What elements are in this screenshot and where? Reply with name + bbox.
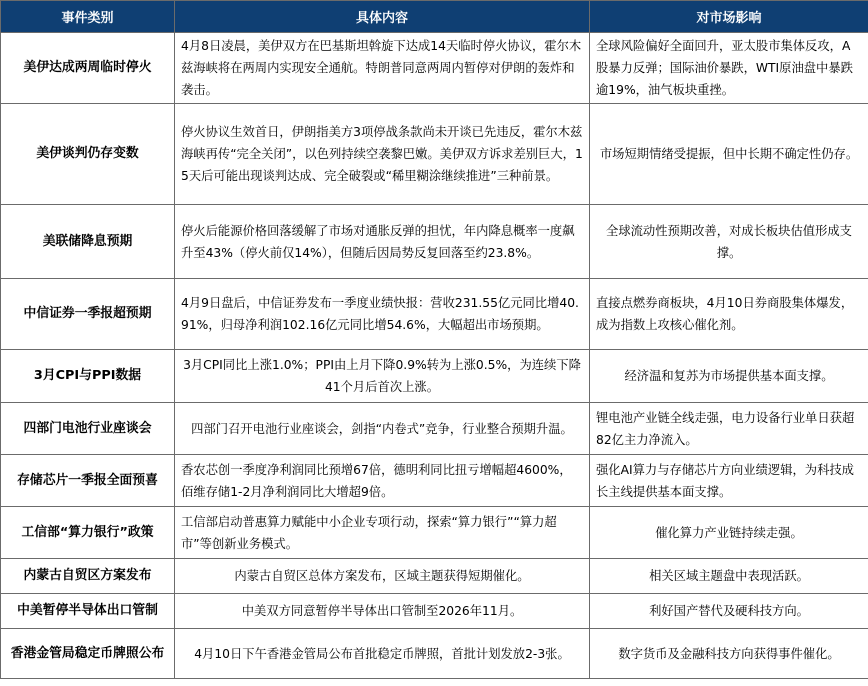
row-impact: 全球流动性预期改善，对成长板块估值形成支撑。 xyxy=(590,205,868,279)
row-impact: 全球风险偏好全面回升，亚太股市集体反攻，A股暴力反弹；国际油价暴跌，WTI原油盘中暴跌逾19%，油气板块重挫。 xyxy=(590,33,868,104)
table-row xyxy=(1,455,868,507)
row-content: 工信部启动普惠算力赋能中小企业专项行动，探索“算力银行”“算力超市”等创新业务模式。 xyxy=(175,507,590,559)
header-impact: 对市场影响 xyxy=(590,1,868,33)
row-impact: 催化算力产业链持续走强。 xyxy=(590,507,868,559)
row-impact: 经济温和复苏为市场提供基本面支撑。 xyxy=(590,350,868,403)
row-category: 存储芯片一季报全面预喜 xyxy=(1,455,175,507)
row-content: 停火协议生效首日，伊朗指美方3项停战条款尚未开谈已先违反，霍尔木兹海峡再传“完全关闭”，以色列持续空袭黎巴嫩。美伊双方诉求差别巨大，15天后可能出现谈判达成、完全破裂或“稀里糊涂继续推进”三种前景。 xyxy=(175,104,590,205)
header-content: 具体内容 xyxy=(175,1,590,33)
row-impact: 锂电池产业链全线走强，电力设备行业单日获超82亿主力净流入。 xyxy=(590,403,868,455)
row-category: 3月CPI与PPI数据 xyxy=(1,350,175,403)
row-category: 美伊达成两周临时停火 xyxy=(1,33,175,104)
row-content: 停火后能源价格回落缓解了市场对通胀反弹的担忧，年内降息概率一度飙升至43%（停火前仅14%），但随后因局势反复回落至约23.8%。 xyxy=(175,205,590,279)
row-impact: 数字货币及金融科技方向获得事件催化。 xyxy=(590,629,868,679)
row-impact: 强化AI算力与存储芯片方向业绩逻辑，为科技成长主线提供基本面支撑。 xyxy=(590,455,868,507)
row-category: 中信证券一季报超预期 xyxy=(1,279,175,350)
table-row xyxy=(1,629,868,679)
table-row xyxy=(1,350,868,403)
row-category: 美联储降息预期 xyxy=(1,205,175,279)
table-row xyxy=(1,33,868,104)
row-impact: 市场短期情绪受提振，但中长期不确定性仍存。 xyxy=(590,104,868,205)
row-impact: 利好国产替代及硬科技方向。 xyxy=(590,594,868,629)
table-row xyxy=(1,559,868,594)
table-row xyxy=(1,403,868,455)
row-content: 四部门召开电池行业座谈会，剑指“内卷式”竞争，行业整合预期升温。 xyxy=(175,403,590,455)
row-category: 工信部“算力银行”政策 xyxy=(1,507,175,559)
row-category: 中美暂停半导体出口管制 xyxy=(1,594,175,629)
header-category: 事件类别 xyxy=(1,1,175,33)
row-impact: 直接点燃券商板块，4月10日券商股集体爆发，成为指数上攻核心催化剂。 xyxy=(590,279,868,350)
row-content: 4月9日盘后，中信证券发布一季度业绩快报：营收231.55亿元同比增40.91%，归母净利润102.16亿元同比增54.6%，大幅超出市场预期。 xyxy=(175,279,590,350)
row-content: 中美双方同意暂停半导体出口管制至2026年11月。 xyxy=(175,594,590,629)
row-impact: 相关区域主题盘中表现活跃。 xyxy=(590,559,868,594)
row-content: 内蒙古自贸区总体方案发布，区域主题获得短期催化。 xyxy=(175,559,590,594)
header-row xyxy=(1,1,868,33)
table-row xyxy=(1,594,868,629)
row-category: 四部门电池行业座谈会 xyxy=(1,403,175,455)
row-category: 美伊谈判仍存变数 xyxy=(1,104,175,205)
table-row xyxy=(1,279,868,350)
row-content: 4月10日下午香港金管局公布首批稳定币牌照，首批计划发放2-3张。 xyxy=(175,629,590,679)
table-row xyxy=(1,205,868,279)
row-content: 香农芯创一季度净利润同比预增67倍，德明利同比扭亏增幅超4600%，佰维存储1-2月净利润同比大增超9倍。 xyxy=(175,455,590,507)
row-content: 3月CPI同比上涨1.0%；PPI由上月下降0.9%转为上涨0.5%，为连续下降41个月后首次上涨。 xyxy=(175,350,590,403)
table-row xyxy=(1,104,868,205)
row-category: 香港金管局稳定币牌照公布 xyxy=(1,629,175,679)
row-category: 内蒙古自贸区方案发布 xyxy=(1,559,175,594)
row-content: 4月8日凌晨，美伊双方在巴基斯坦斡旋下达成14天临时停火协议，霍尔木兹海峡将在两周内实现安全通航。特朗普同意两周内暂停对伊朗的轰炸和袭击。 xyxy=(175,33,590,104)
table-row xyxy=(1,507,868,559)
